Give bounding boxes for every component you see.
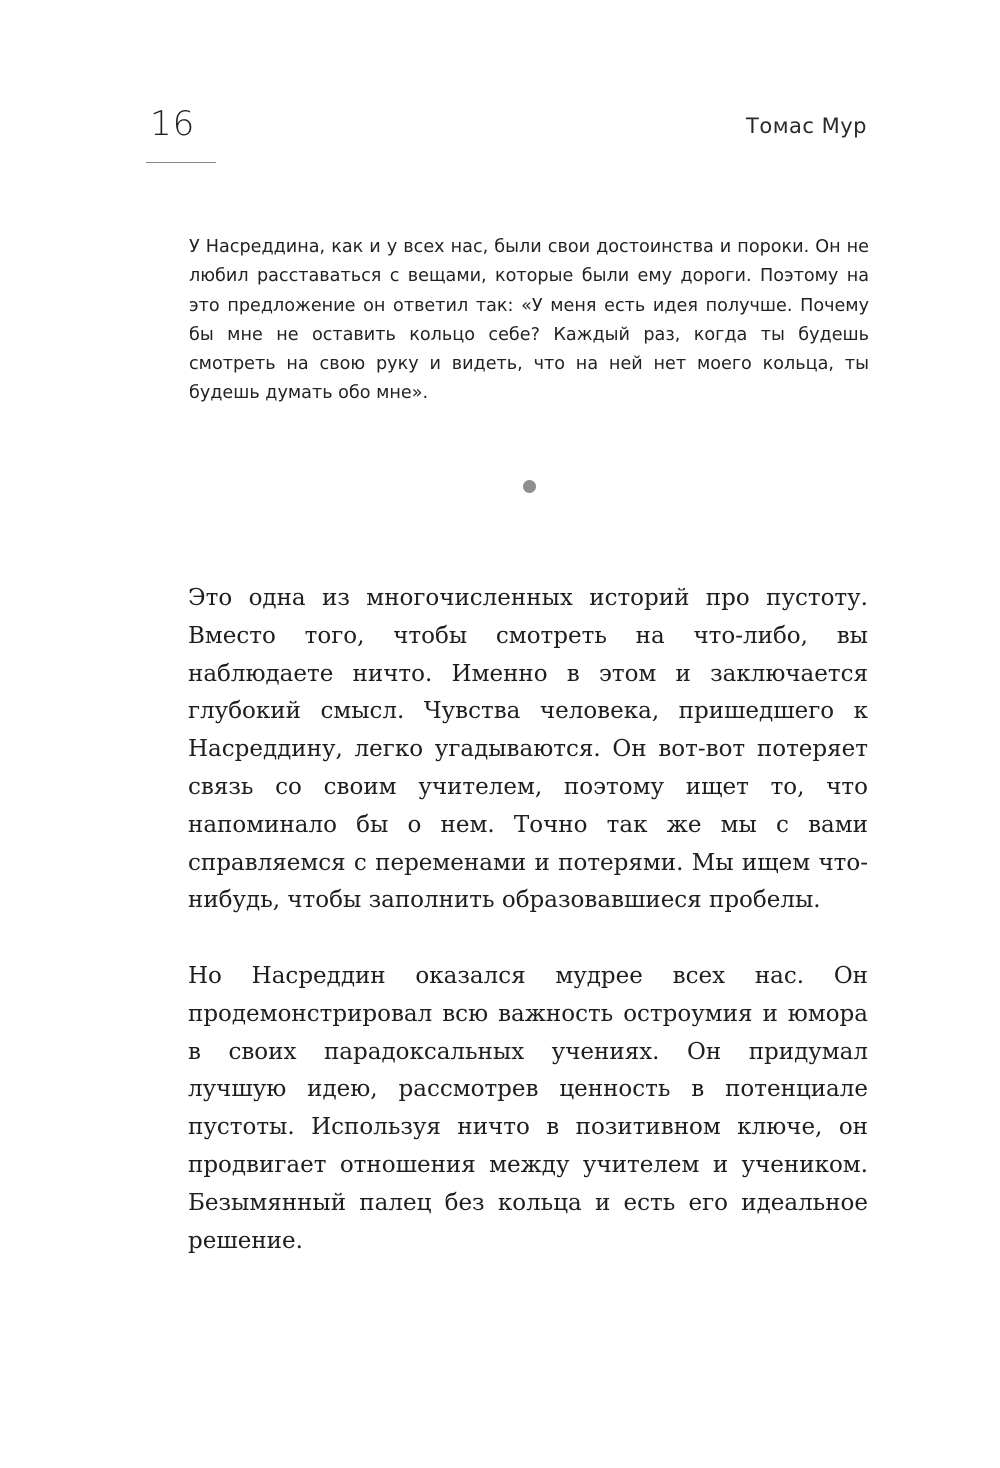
- body-paragraph-1: Это одна из многочисленных историй про пустоту. Вместо того, чтобы смотреть на что-либо, вы наблюдаете ничто. Именно в этом и заключается глубокий смысл. Чувства человека, пришедшего к Насреддину, легко угадываются. Он вот-вот потеряет связь со своим учителем, поэтому ищет то, что напоминало бы о нем. Точно так же мы с вами справляемся с переменами и потерями. Мы ищем что-нибудь, чтобы заполнить образовавшиеся пробелы.: [188, 585, 868, 914]
- page-number-rule: [146, 162, 216, 163]
- page-number: 16: [150, 104, 196, 144]
- section-separator-dot: [523, 480, 536, 493]
- body-paragraph-2: Но Насреддин оказался мудрее всех нас. Он продемонстрировал всю важность остроумия и юмора в своих парадоксальных учениях. Он придумал лучшую идею, рассмотрев ценность в потенциале пустоты. Используя ничто в позитивном ключе, он продвигает отношения между учителем и учеником. Безымянный палец без кольца и есть его идеальное решение.: [188, 963, 868, 1254]
- quote-paragraph: У Насреддина, как и у всех нас, были свои достоинства и пороки. Он не любил расставаться с вещами, которые были ему дороги. Поэтому на это предложение он ответил так: «У меня есть идея получше. Почему бы мне не оставить кольцо себе? Каждый раз, когда ты будешь смотреть на свою руку и видеть, что на ней нет моего кольца, ты будешь думать обо мне».: [189, 237, 869, 404]
- running-head-author: Томас Мур: [746, 114, 867, 138]
